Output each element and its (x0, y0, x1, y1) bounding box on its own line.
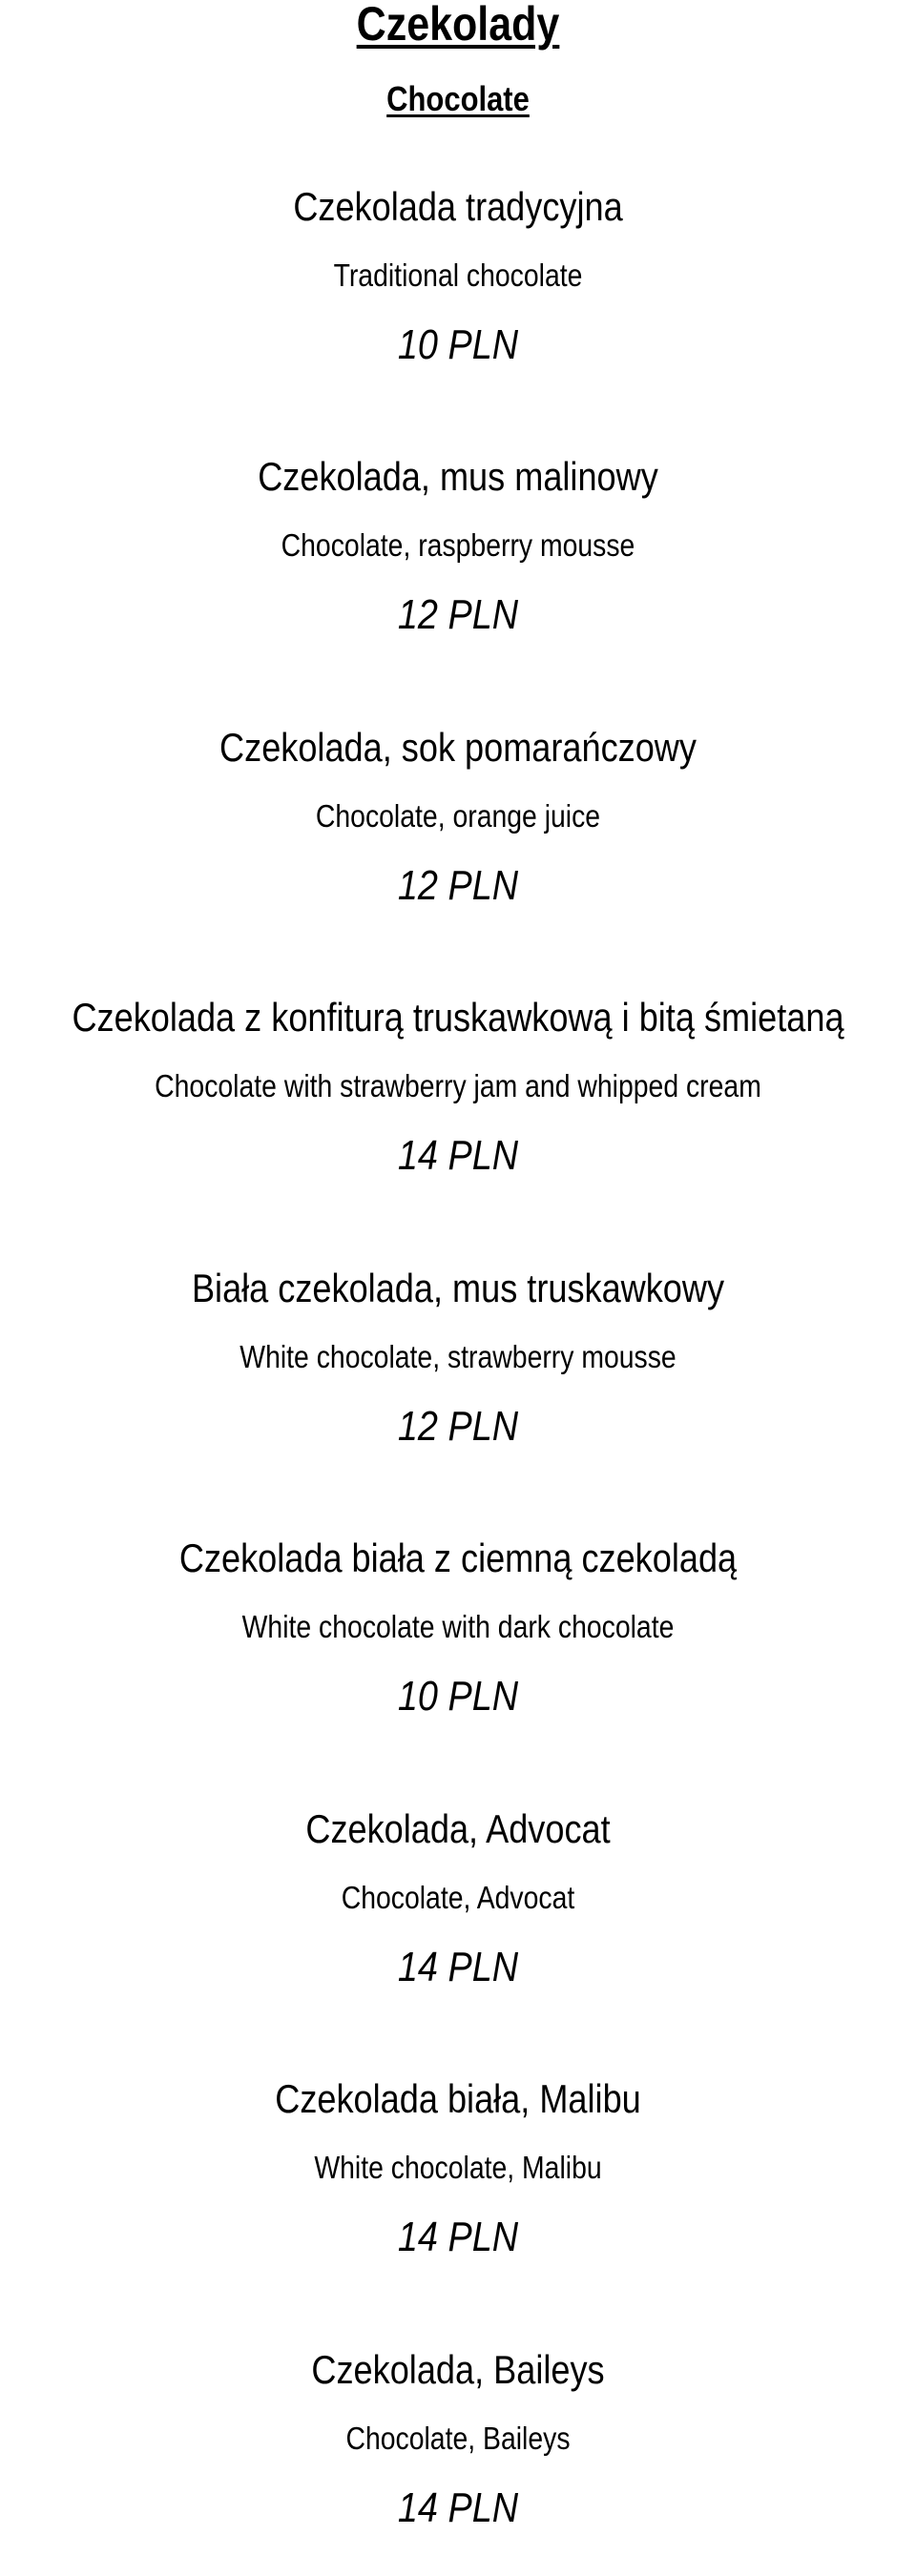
page-title: Czekolady (356, 0, 560, 51)
item-name-english: Chocolate, Baileys (345, 2421, 571, 2456)
menu-item (0, 1266, 916, 1494)
item-name-english: Traditional chocolate (333, 258, 583, 293)
item-price: 14 PLN (397, 1132, 519, 1179)
item-name: Czekolada biała z ciemną czekoladą (178, 1535, 738, 1580)
item-name: Czekolada tradycyjna (293, 184, 623, 229)
menu-item (0, 454, 916, 683)
item-price: 10 PLN (397, 321, 519, 368)
item-name-english: Chocolate, orange juice (315, 798, 601, 834)
item-price: 10 PLN (397, 1673, 519, 1720)
item-price: 14 PLN (397, 1944, 519, 1990)
item-name: Czekolada, Baileys (311, 2347, 605, 2392)
item-name-english: Chocolate, raspberry mousse (281, 527, 635, 563)
item-name-english: White chocolate with dark chocolate (241, 1609, 675, 1644)
item-name: Czekolada z konfiturą truskawkową i bitą śmietaną (72, 995, 844, 1040)
item-name-english: Chocolate, Advocat (341, 1880, 575, 1915)
item-name: Czekolada, Advocat (305, 1806, 611, 1851)
menu-item (0, 2076, 916, 2305)
item-name: Czekolada, mus malinowy (258, 454, 658, 499)
item-price: 14 PLN (397, 2484, 519, 2531)
item-name-english: White chocolate, Malibu (314, 2150, 602, 2185)
item-price: 12 PLN (397, 591, 519, 638)
item-price: 14 PLN (397, 2214, 519, 2260)
item-name: Czekolada, sok pomarańczowy (219, 725, 697, 770)
menu-item (0, 725, 916, 954)
menu-item (0, 1806, 916, 2035)
item-price: 12 PLN (397, 862, 519, 909)
item-name-english: White chocolate, strawberry mousse (239, 1339, 677, 1374)
menu-item (0, 2347, 916, 2576)
item-name-english: Chocolate with strawberry jam and whipped cream (155, 1068, 761, 1103)
item-name: Biała czekolada, mus truskawkowy (191, 1266, 725, 1310)
item-name: Czekolada biała, Malibu (275, 2076, 641, 2121)
page-subtitle: Chocolate (386, 79, 530, 118)
menu-item (0, 184, 916, 413)
menu-item (0, 995, 916, 1224)
item-price: 12 PLN (397, 1403, 519, 1450)
menu-item (0, 1535, 916, 1764)
